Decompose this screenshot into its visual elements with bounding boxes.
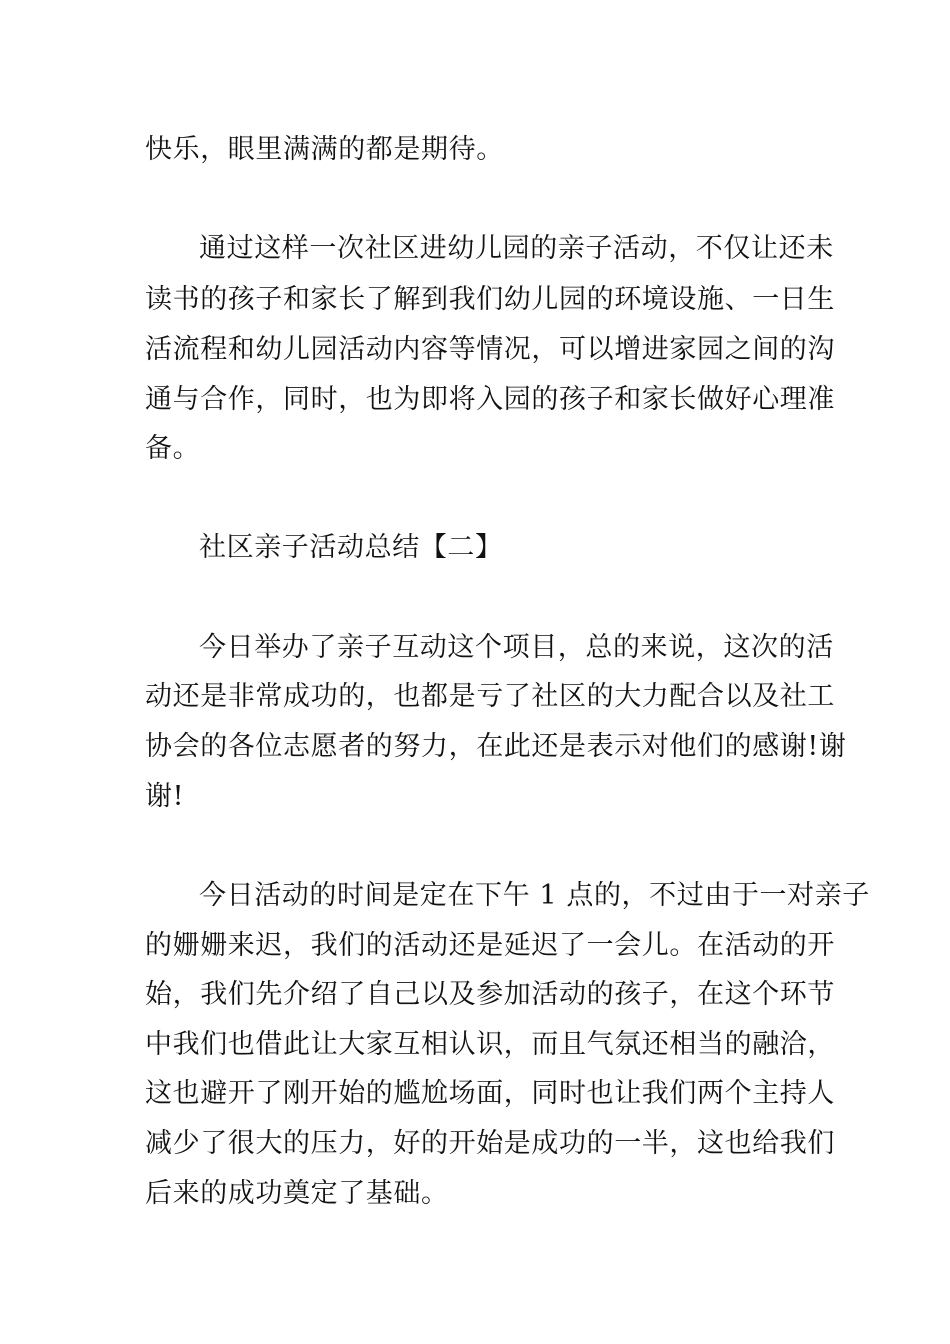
text-line: 活流程和幼儿园活动内容等情况，可以增进家园之间的沟 xyxy=(145,334,835,365)
text-line: 备。 xyxy=(145,433,201,464)
section-heading: 社区亲子活动总结【二】 xyxy=(199,532,503,563)
text-line: 这也避开了刚开始的尴尬场面，同时也让我们两个主持人 xyxy=(145,1078,835,1109)
text-line: 今日活动的时间是定在下午 1 点的，不过由于一对亲子 xyxy=(199,880,870,911)
text-line: 减少了很大的压力，好的开始是成功的一半，这也给我们 xyxy=(145,1128,835,1159)
text-line: 后来的成功奠定了基础。 xyxy=(145,1178,449,1209)
text-line: 通与合作，同时，也为即将入园的孩子和家长做好心理准 xyxy=(145,384,835,415)
text-line: 读书的孩子和家长了解到我们幼儿园的环境设施、一日生 xyxy=(145,284,835,315)
text-line: 中我们也借此让大家互相认识，而且气氛还相当的融洽， xyxy=(145,1029,835,1060)
text-line: 谢! xyxy=(145,781,185,812)
text-line: 通过这样一次社区进幼儿园的亲子活动，不仅让还未 xyxy=(199,233,834,264)
text-line: 的姗姗来迟，我们的活动还是延迟了一会儿。在活动的开 xyxy=(145,930,835,961)
text-line: 协会的各位志愿者的努力，在此还是表示对他们的感谢!谢 xyxy=(145,731,847,762)
text-line: 今日举办了亲子互动这个项目，总的来说，这次的活 xyxy=(199,632,834,663)
text-line: 动还是非常成功的，也都是亏了社区的大力配合以及社工 xyxy=(145,681,835,712)
text-line: 快乐，眼里满满的都是期待。 xyxy=(145,134,504,165)
text-line: 始，我们先介绍了自己以及参加活动的孩子，在这个环节 xyxy=(145,979,835,1010)
